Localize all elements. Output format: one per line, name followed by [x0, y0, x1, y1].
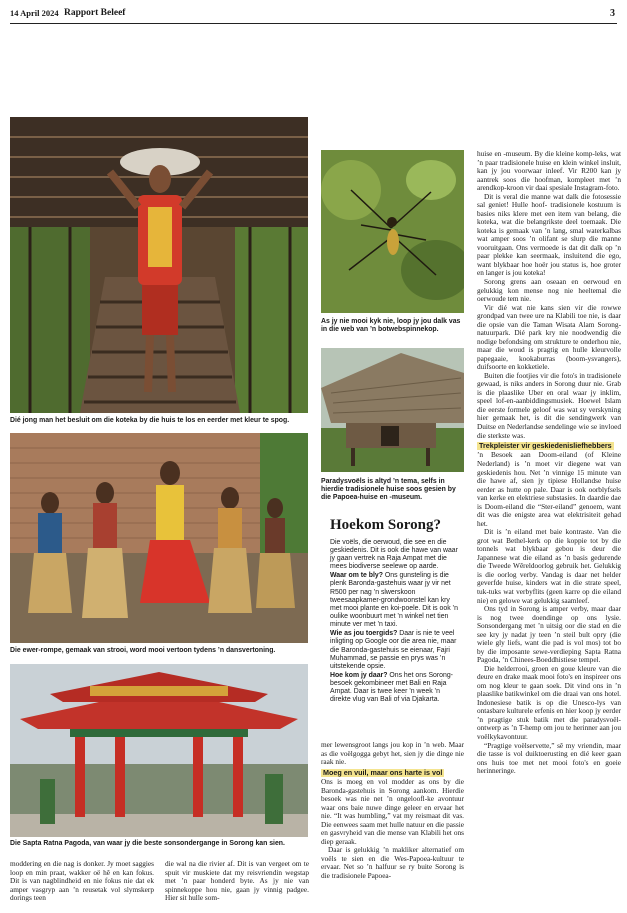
article-col4 [477, 150, 621, 776]
paragraph: Dit is veral die manne wat dalk die fotosessie sal geniet! Hulle hoof- tradisionele kostuum is basies niks klere met een item van belang, die koteka, wat die belangrikste deel toemaak. Die koteka is gemaak van ’n lang, smal waterkalbas wat amper soos ’n olifant se slurp die manne vooruitgaan. Ons vermoede is dat dit dalk op ’n paar plekke kan seermaak, insluitend die ego, want blykbaar hoe hoër jou status is, hoe groter en langer is jou koteka! [477, 191, 621, 278]
photo-spider [321, 150, 464, 313]
sidebar-section [330, 630, 462, 671]
paragraph: Ons tyd in Sorong is amper verby, maar daar is nog twee doendinge op ons lysie. Sonsondergang met ’n uitsig oor die stad en die see kry jy nadat jy teen ’n steil bult opry (die wiele gly liefs, want die pad is vol mos) tot bo by die imposante sewe-verdieping Sapta Ratna Pagoda, ’n Chinees-Boeddhistiese tempel. [477, 604, 621, 665]
paragraph: die wal na die rivier af. Dit is van vergeet om te spuit vir muskiete dat my reisvriendin wegstap met ’n paar honderd byte. As jy nie van spinnekoppe hou nie, gaan jy vinnig padgee. Hier sit hulle som- [165, 859, 309, 903]
paragraph: ’n Besoek aan Doom-eiland (of Kleine Nederland) is ’n moet vir diegene wat van geskiedenis hou. Net ’n vinnige 15 minute van die hawe af, sien jy tipiese Hollandse huise eerder as hutte op pale. Daar is ook oorblyfsels van kerke en elektriese substasies. In daardie dae is Doom-eiland die “Ster-eiland” genoem, want dit was die enigste area wat elektrisiteit gehad het. [477, 450, 621, 528]
sidebar-intro: Die voëls, die oerwoud, die see en die geskiedenis. Dit is ook die hawe van waar jy gaan vertrek na Raja Ampat met die mees biodiverse seelewe op aarde. [330, 538, 458, 571]
sidebar-answer: Ons gunsteling is die plenk Baronda-gastehuis waar jy vir net R500 per nag ’n slwerskoon tweesaapkamer-grondwoonstel kan kry met mooi plante en koi-poele. Dit is ook ’n oulike woonbuurt met ’n winkel net tien minute ver met ’n taxi. [330, 572, 458, 629]
sidebar-section [330, 672, 462, 705]
paragraph: huise en -museum. By die kleine komp-leks, wat ’n paar tradisionele huise en klein winkel insluit, kan jy jou voorwaar inleef. Vir R200 kan jy aantrek soos die hoofman, kompleet met ’n arendkop-kroon vir daai spesiale Instagram-foto. [477, 149, 621, 193]
photo-traditional-hut [321, 348, 464, 472]
paragraph: Sorong grens aan oseaan en oerwoud en gelukkig kon mense nog nie heeltemal die oerwoude tem nie. [477, 276, 621, 304]
sidebar-answer: Daar is nie te veel inligting op Google oor die area nie, maar die Baronda-gastehuis se eienaar, Fajri Muhammad, se passie en prys was ’n uitstekende opsie. [330, 630, 457, 670]
sidebar-title: Hoekom Sorong? [330, 517, 441, 533]
subheading: Moeg en vuil, maar ons harte is vol [323, 767, 443, 777]
caption-spider: As jy nie mooi kyk nie, loop jy jou dalk vas in die web van ’n botwebspinnekop. [321, 318, 461, 334]
sidebar-question: Wie as jou toergids? [330, 630, 398, 638]
paragraph: Ons is moeg en vol modder as ons by die Baronda-gastehuis in Sorong aankom. Hierdie besoek was nie net ’n ongeloofl-ke avontuur waar ons baie nuwe dinge geleer en ervaar het nie. “It was humbling,” vat my reismaat dit vas. Die eenwees saam met hulle natuur en die passie en gasvryheid van die mense van Klabili het ons diep geraak. [321, 777, 464, 846]
article-col2-tail [165, 860, 309, 903]
page-number: 3 [610, 8, 615, 19]
publication-name: Rapport Beleef [64, 8, 126, 18]
header-rule [10, 23, 617, 24]
sidebar-question: Hoe kom jy daar? [330, 671, 388, 679]
paragraph: Vir dié wat nie kans sien vir die rowwe grondpad van twee ure na Klabili toe nie, is daar die opsie van die Taman Wisata Alam Sorong-natuurpark. Dié park kry nie noodwendig die nodige befondsing om strukture te onderhou nie, maar die woud is pragtig en hulle kleurvolle papegaaie, kookaburras (boom-ysvangers), duifsoorte en kokketiele. [477, 302, 621, 372]
paragraph: Dit is ’n eiland met baie kontraste. Van die grot wat Bethel-kerk op die koppie tot by die tonnels wat blykbaar gebou is deur die Japannese wat die eiland as ’n basis gedurende die Tweede Wêreldoorlog gebruik het. Gelukkig is die oorlog verby. Vandag is daar net helder geverfde huise, kinders wat in die strate speel, tuk-tuks wat verbyflits (geen karre op die eiland nie) en gelowe wat gelukkig saamleef. [477, 527, 621, 605]
photo-pagoda [10, 664, 308, 837]
caption-group-dance: Die ewer-rompe, gemaak van strooi, word mooi vertoon tydens ’n dansvertoning. [10, 647, 276, 654]
sidebar-section [330, 572, 462, 629]
paragraph: Daar is gelukkig ’n makliker alternatief om voëls te sien en die Wes-Papoea-kultuur te ervaar. Net so ’n halfuur se ry buite Sorong is die tradisionele Papoea- [321, 845, 464, 880]
caption-pagoda: Die Sapta Ratna Pagoda, van waar jy die beste sonsondergange in Sorong kan sien. [10, 840, 285, 847]
sidebar-question: Waar om te bly? [330, 572, 383, 580]
sidebar-answer: Ons het ons Sorong-besoek gekombineer met Bali en Raja Ampat. Daar is twee keer ’n week ’n direkte vlug van Bali of via Djakarta. [330, 671, 453, 704]
caption-dancer-on-stairs: Dié jong man het besluit om die koteka by die huis te los en eerder met kleur te spog. [10, 417, 290, 424]
paragraph: “Pragtige voëlservette,” sê my vriendin, maar die tasse is vol duiktoerusting en dié keer gaan ons huis toe met net mooi foto's en goeie herinneringe. [477, 740, 621, 776]
photo-group-dance [10, 433, 308, 643]
issue-date: 14 April 2024 [10, 8, 59, 18]
article-col3-tail [321, 741, 464, 880]
paragraph: Buiten die footjies vir die foto's in tradisionele gewaad, is niks anders in Sorong duur nie. Grab is die plaaslike Uber en oral waar jy inklim, speel lof-en-aanbiddingsmusiek. Hoewel Islam die eerste formele geloof was wat sy verskyning hier gemaak het, is dit die sendingwerk van Duitse en Nederlandse sendelinge wie se invloed die sterkste was. [477, 370, 621, 440]
paragraph: moddering en die nag is donker. Jy moet saggies loop en min praat, wakker oë hê en kan fokus. Dit is van nagblindheid en nie fokus nie dat ek amper vasgryp aan ’n reusetak vol slymskerp dorings teen [10, 859, 154, 903]
paragraph: Die helderrooi, groen en goue kleure van die deure en drake maak mooi foto's en inspireer ons om nog kleur te gaan soek. Dit vind ons in ’n plaaslike batikwinkel om die draai van ons hotel. Indonesiese batik is op die Unesco-lys van ontasbare kulturele erfenis en hier koop jy eerder ’n pragtige stuk batik met die paradysvoël-ontwerp as ’n T-hemp om jou te herinner aan jou voëlkykavontuur. [477, 663, 621, 742]
caption-traditional-hut: Paradysvoëls is altyd ’n tema, selfs in hierdie tradisionele huise soos gesien by die Papoea-huise en -museum. [321, 478, 456, 502]
photo-dancer-on-stairs [10, 117, 308, 413]
article-col1-tail [10, 860, 154, 903]
paragraph: mer lewensgroot langs jou kop in ’n web. Maar as die voëlgogga gebyt het, sien jy die dinge nie raak nie. [321, 740, 464, 767]
subheading: Trekpleister vir geskiedenisliefhebbers [479, 441, 612, 451]
sidebar-hoekom-sorong [330, 517, 462, 706]
